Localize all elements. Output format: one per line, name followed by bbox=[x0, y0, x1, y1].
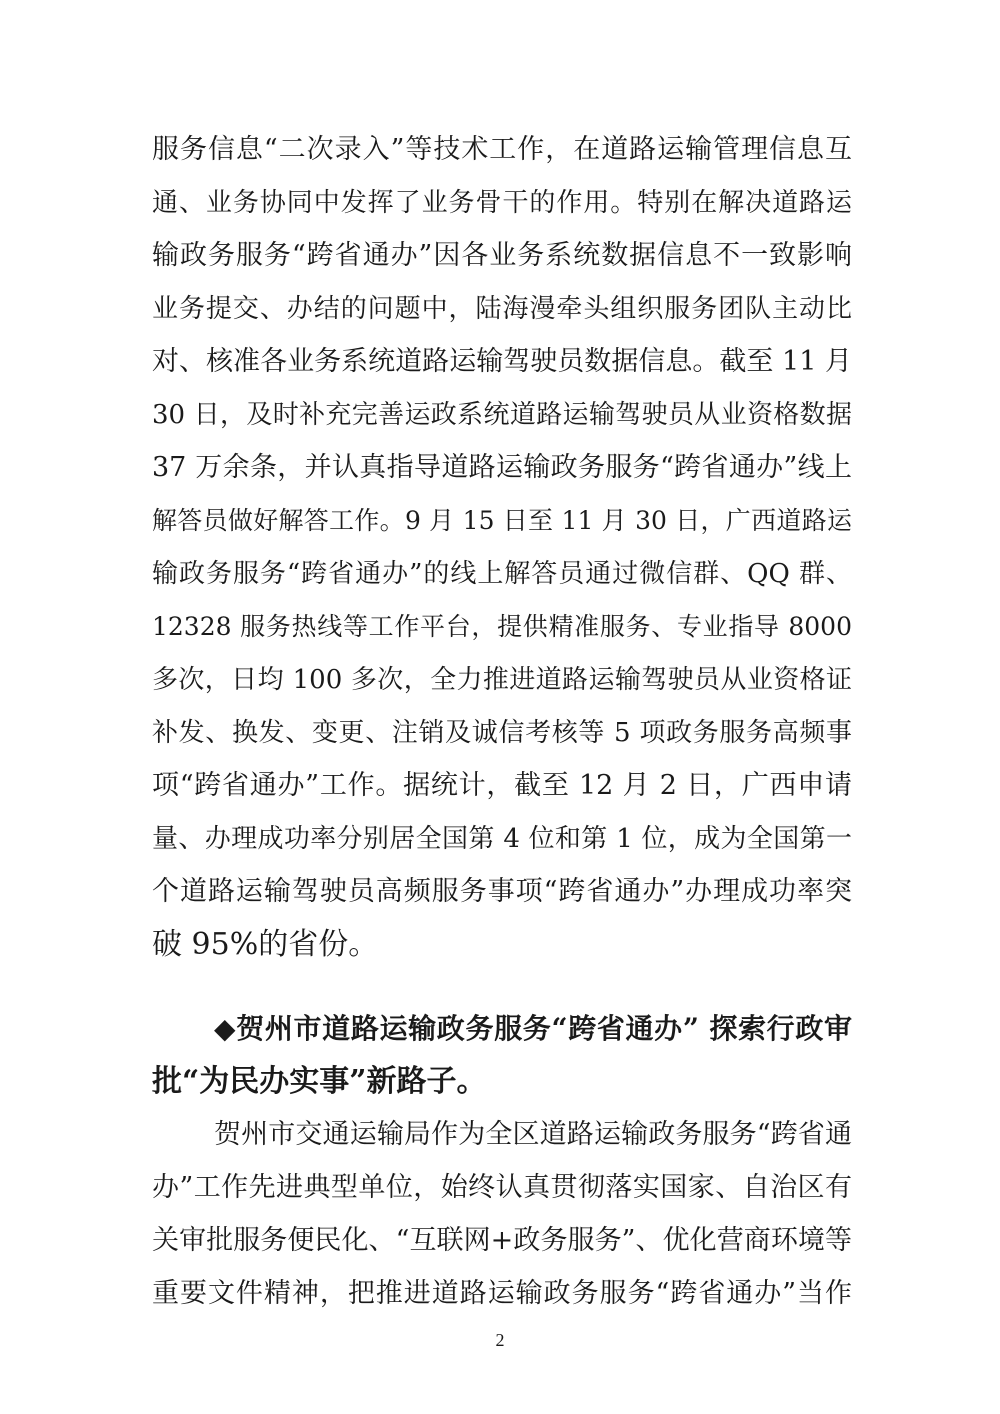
text-line: 通、业务协同中发挥了业务骨干的作用。特别在解决道路运 bbox=[152, 188, 852, 218]
heading-line: 批“为民办实事”新路子。 bbox=[152, 1064, 487, 1099]
text-line: 37 万余条，并认真指导道路运输政务服务“跨省通办”线上 bbox=[152, 452, 852, 483]
text-line: 对、核准各业务系统道路运输驾驶员数据信息。截至 11 月 bbox=[152, 346, 852, 377]
text-line: 业务提交、办结的问题中，陆海漫牵头组织服务团队主动比 bbox=[152, 294, 852, 324]
text-line: 多次，日均 100 多次，全力推进道路运输驾驶员从业资格证 bbox=[152, 665, 852, 695]
heading-line: ◆贺州市道路运输政务服务“跨省通办” 探索行政审 bbox=[214, 1012, 852, 1045]
text-line: 30 日，及时补充完善运政系统道路运输驾驶员从业资格数据 bbox=[152, 400, 852, 430]
text-line: 解答员做好解答工作。9 月 15 日至 11 月 30 日，广西道路运 bbox=[152, 506, 852, 535]
text-line: 个道路运输驾驶员高频服务事项“跨省通办”办理成功率突 bbox=[152, 876, 852, 907]
text-line: 服务信息“二次录入”等技术工作，在道路运输管理信息互 bbox=[152, 134, 852, 165]
text-line: 关审批服务便民化、“互联网+政务服务”、优化营商环境等 bbox=[152, 1225, 852, 1256]
text-line: 办”工作先进典型单位，始终认真贯彻落实国家、自治区有 bbox=[152, 1172, 852, 1203]
text-line: 输政务服务“跨省通办”因各业务系统数据信息不一致影响 bbox=[152, 240, 852, 271]
text-line: 输政务服务“跨省通办”的线上解答员通过微信群、QQ 群、 bbox=[152, 559, 852, 589]
text-line: 贺州市交通运输局作为全区道路运输政务服务“跨省通 bbox=[214, 1119, 852, 1150]
page-number: 2 bbox=[495, 1330, 505, 1350]
text-line: 破 95%的省份。 bbox=[152, 927, 379, 962]
text-line: 12328 服务热线等工作平台，提供精准服务、专业指导 8000 bbox=[152, 612, 852, 641]
text-line: 项“跨省通办”工作。据统计，截至 12 月 2 日，广西申请 bbox=[152, 770, 852, 801]
text-line: 重要文件精神，把推进道路运输政务服务“跨省通办”当作 bbox=[152, 1278, 852, 1309]
text-line: 量、办理成功率分别居全国第 4 位和第 1 位，成为全国第一 bbox=[152, 824, 852, 854]
text-line: 补发、换发、变更、注销及诚信考核等 5 项政务服务高频事 bbox=[152, 718, 852, 748]
